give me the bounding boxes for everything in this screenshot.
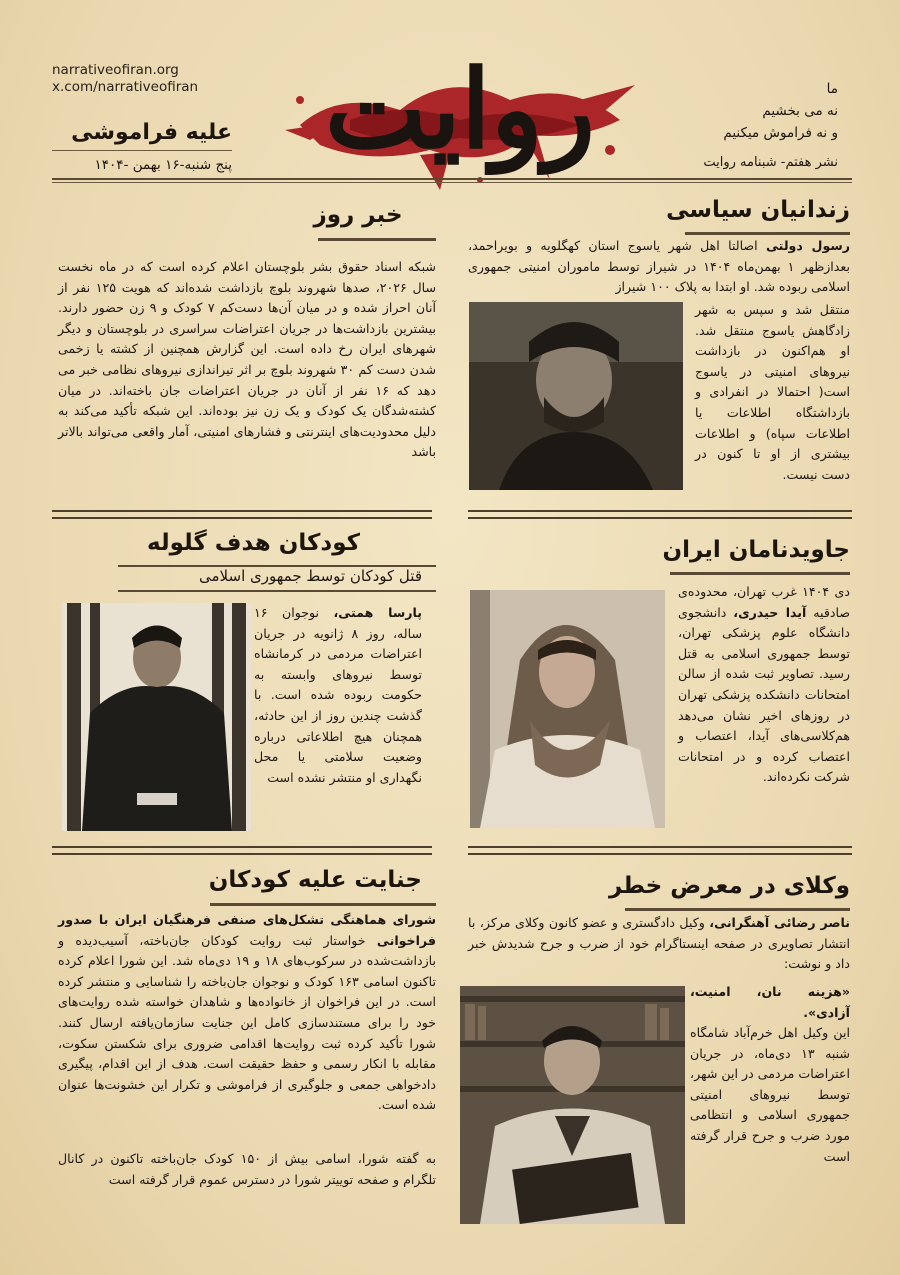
child-name: پارسا همتی، [333,605,422,620]
slogan-line-1: ما [826,81,838,97]
lawyers-body-top: ناصر رضائی آهنگرانی، وکیل دادگستری و عضو کانون وکلای مرکز، با انتشار تصاویری در صفحه اینستاگرام خود از ضرب و جرح شدیدش خبر داد و نوشت: [468,915,850,972]
daily-news-title: خبر روز [313,202,403,228]
child-photo [62,603,251,831]
political-prisoners-title: زندانیان سیاسی [666,197,850,223]
daily-news-body: شبکه اسناد حقوق بشر بلوچستان اعلام کرده است که در ماه نخست سال ۲۰۲۶، صدها شهروند بلوچ بازداشت شده‌اند که هویت ۱۲۵ نفر از آنان احراز شده و در میان آن‌ها دست‌کم ۷ کودک و ۹ زن حضور دارند. بیشترین بازداشت‌ها در جریان اعتراضات سراسری در بلوچستان و دیگر شهرهای ایران رخ داده است. این گزارش همچنین از کشته یا زخمی شدن دست کم ۳۰ شهروند بلوچ بر اثر تیراندازی نیروهای نظامی خبر می دهد که ۱۶ نفر از آنان در جریان اعتراضات جان باخته‌اند. در میان کشته‌شدگان یک کودک و یک زن نیز بوده‌اند. این شبکه تأکید می‌کند به دلیل محدودیت‌های اینترنتی و فشارهای امنیتی، آمار واقعی می‌تواند بالاتر باشد [58,259,437,460]
lawyer-name: ناصر رضائی آهنگرانی، [709,915,850,930]
logo-text: روایت [324,47,596,173]
publication-info: نشر هفتم- شبنامه روایت [703,155,838,170]
logo [280,30,640,200]
children-subtitle: قتل کودکان توسط جمهوری اسلامی [199,567,422,585]
martyr-photo [470,590,665,828]
martyrs-title: جاویدنامان ایران [662,537,850,563]
prisoner-name: رسول دولتی [765,238,850,253]
martyr-name: آیدا حیدری، [733,604,807,620]
crimes-body: شورای هماهنگی تشکل‌های صنفی فرهنگیان ایران با صدور فراخوانی خواستار ثبت روایت کودکان جان‌باخته، آسیب‌دیده و بازداشت‌شده در سرکوب‌های ۱۸ و ۱۹ دی‌ماه شد. این شورا اعلام کرده تاکنون اسامی ۱۶۳ کودک و نوجوان جان‌باخته را شناسایی و منتشر کرده است. در این فراخوان از خانواده‌ها و شاهدان خواسته شده روایت‌های خود را برای مستندسازی کامل این جنایت سازمان‌یافته ارسال کنند. شورا تأکید کرده ثبت روایت‌ها اقدامی ضروری برای شکستن سکوت، مقابله با انکار رسمی و حفظ حقیقت است. هدف از این اقدام، پیگیری دادخواهی جمعی و جلوگیری از فراموشی و تکرار این خشونت‌ها عنوان شده است. [58,912,437,1113]
political-prisoners-body-top: رسول دولتی اصالتا اهل شهر یاسوج استان کهگلویه و بویراحمد، بعدازظهر ۱ بهمن‌ماه ۱۴۰۴ در شیراز توسط ماموران امنیتی جمهوری اسلامی ربوده شد. او ابتدا به پلاک ۱۰۰ شیراز [468,238,850,295]
website-link[interactable]: narrativeofiran.org [52,62,179,78]
issue-date: پنج شنبه-۱۶ بهمن -۱۴۰۴ [94,157,232,173]
children-body: پارسا همتی، نوجوان ۱۶ ساله، روز ۸ ژانویه در جریان اعتراضات مردمی در کرمانشاه توسط نیروهای وابسته به حکومت ربوده شده است. با گذشت چندین روز از این حادثه، همچنان هیچ اطلاعاتی درباره وضعیت سلامتی یا محل نگهداری او منتشر نشده است [254,605,423,785]
issue-title: علیه فراموشی [71,120,232,145]
masthead-links [52,62,198,96]
crimes-body-2: به گفته شورا، اسامی بیش از ۱۵۰ کودک جان‌باخته تاکنون در کانال تلگرام و صفحه توییتر شورا در دسترس عموم قرار گرفته است [58,1151,436,1187]
slogan [668,78,838,144]
lawyers-quote: «هزینه نان، امنیت، آزادی». [690,984,850,1020]
slogan-line-3: و نه فراموش میکنیم [723,125,838,141]
slogan-line-2: نه می بخشیم [762,103,838,119]
prisoner-photo [469,302,683,490]
crimes-title: جنایت علیه کودکان [208,867,422,893]
social-link[interactable]: x.com/narrativeofiran [52,79,199,95]
children-title: کودکان هدف گلوله [147,530,360,556]
lawyer-photo [460,986,685,1224]
martyrs-body: دی ۱۴۰۴ غرب تهران، محدوده‌ی صادقیه آیدا حیدری، دانشجوی دانشگاه علوم پزشکی تهران، توسط جمهوری اسلامی به قتل رسید. تصاویر ثبت شده از سالن امتحانات دانشکده پزشکی تهران در روزهای اخیر نشان می‌دهد هم‌کلاسی‌های آیدا، اعتصاب و اعتصاب کرده و در امتحانات شرکت نکرده‌اند. [678,584,851,785]
lawyers-body-side: این وکیل اهل خرم‌آباد شامگاه شنبه ۱۳ دی‌ماه، در جریان اعتراضات مردمی در این شهر، توسط نیروهای امنیتی جمهوری اسلامی و انتظامی مورد ضرب و جرح قرار گرفته است [690,1025,850,1164]
crimes-lead: شورای هماهنگی تشکل‌های صنفی فرهنگیان ایران با صدور فراخوانی [58,912,436,948]
political-prisoners-body-side: منتقل شد و سپس به شهر زادگاهش یاسوج منتقل شد. او هم‌اکنون در بازداشت نیروهای امنیتی در یاسوج است( احتمالا در انفرادی و بازداشتگاه اطلاعات یا اطلاعات سپاه) و اطلاعات بیشتری از او تا کنون در دست نیست. [695,302,850,482]
lawyers-title: وکلای در معرض خطر [608,873,850,899]
